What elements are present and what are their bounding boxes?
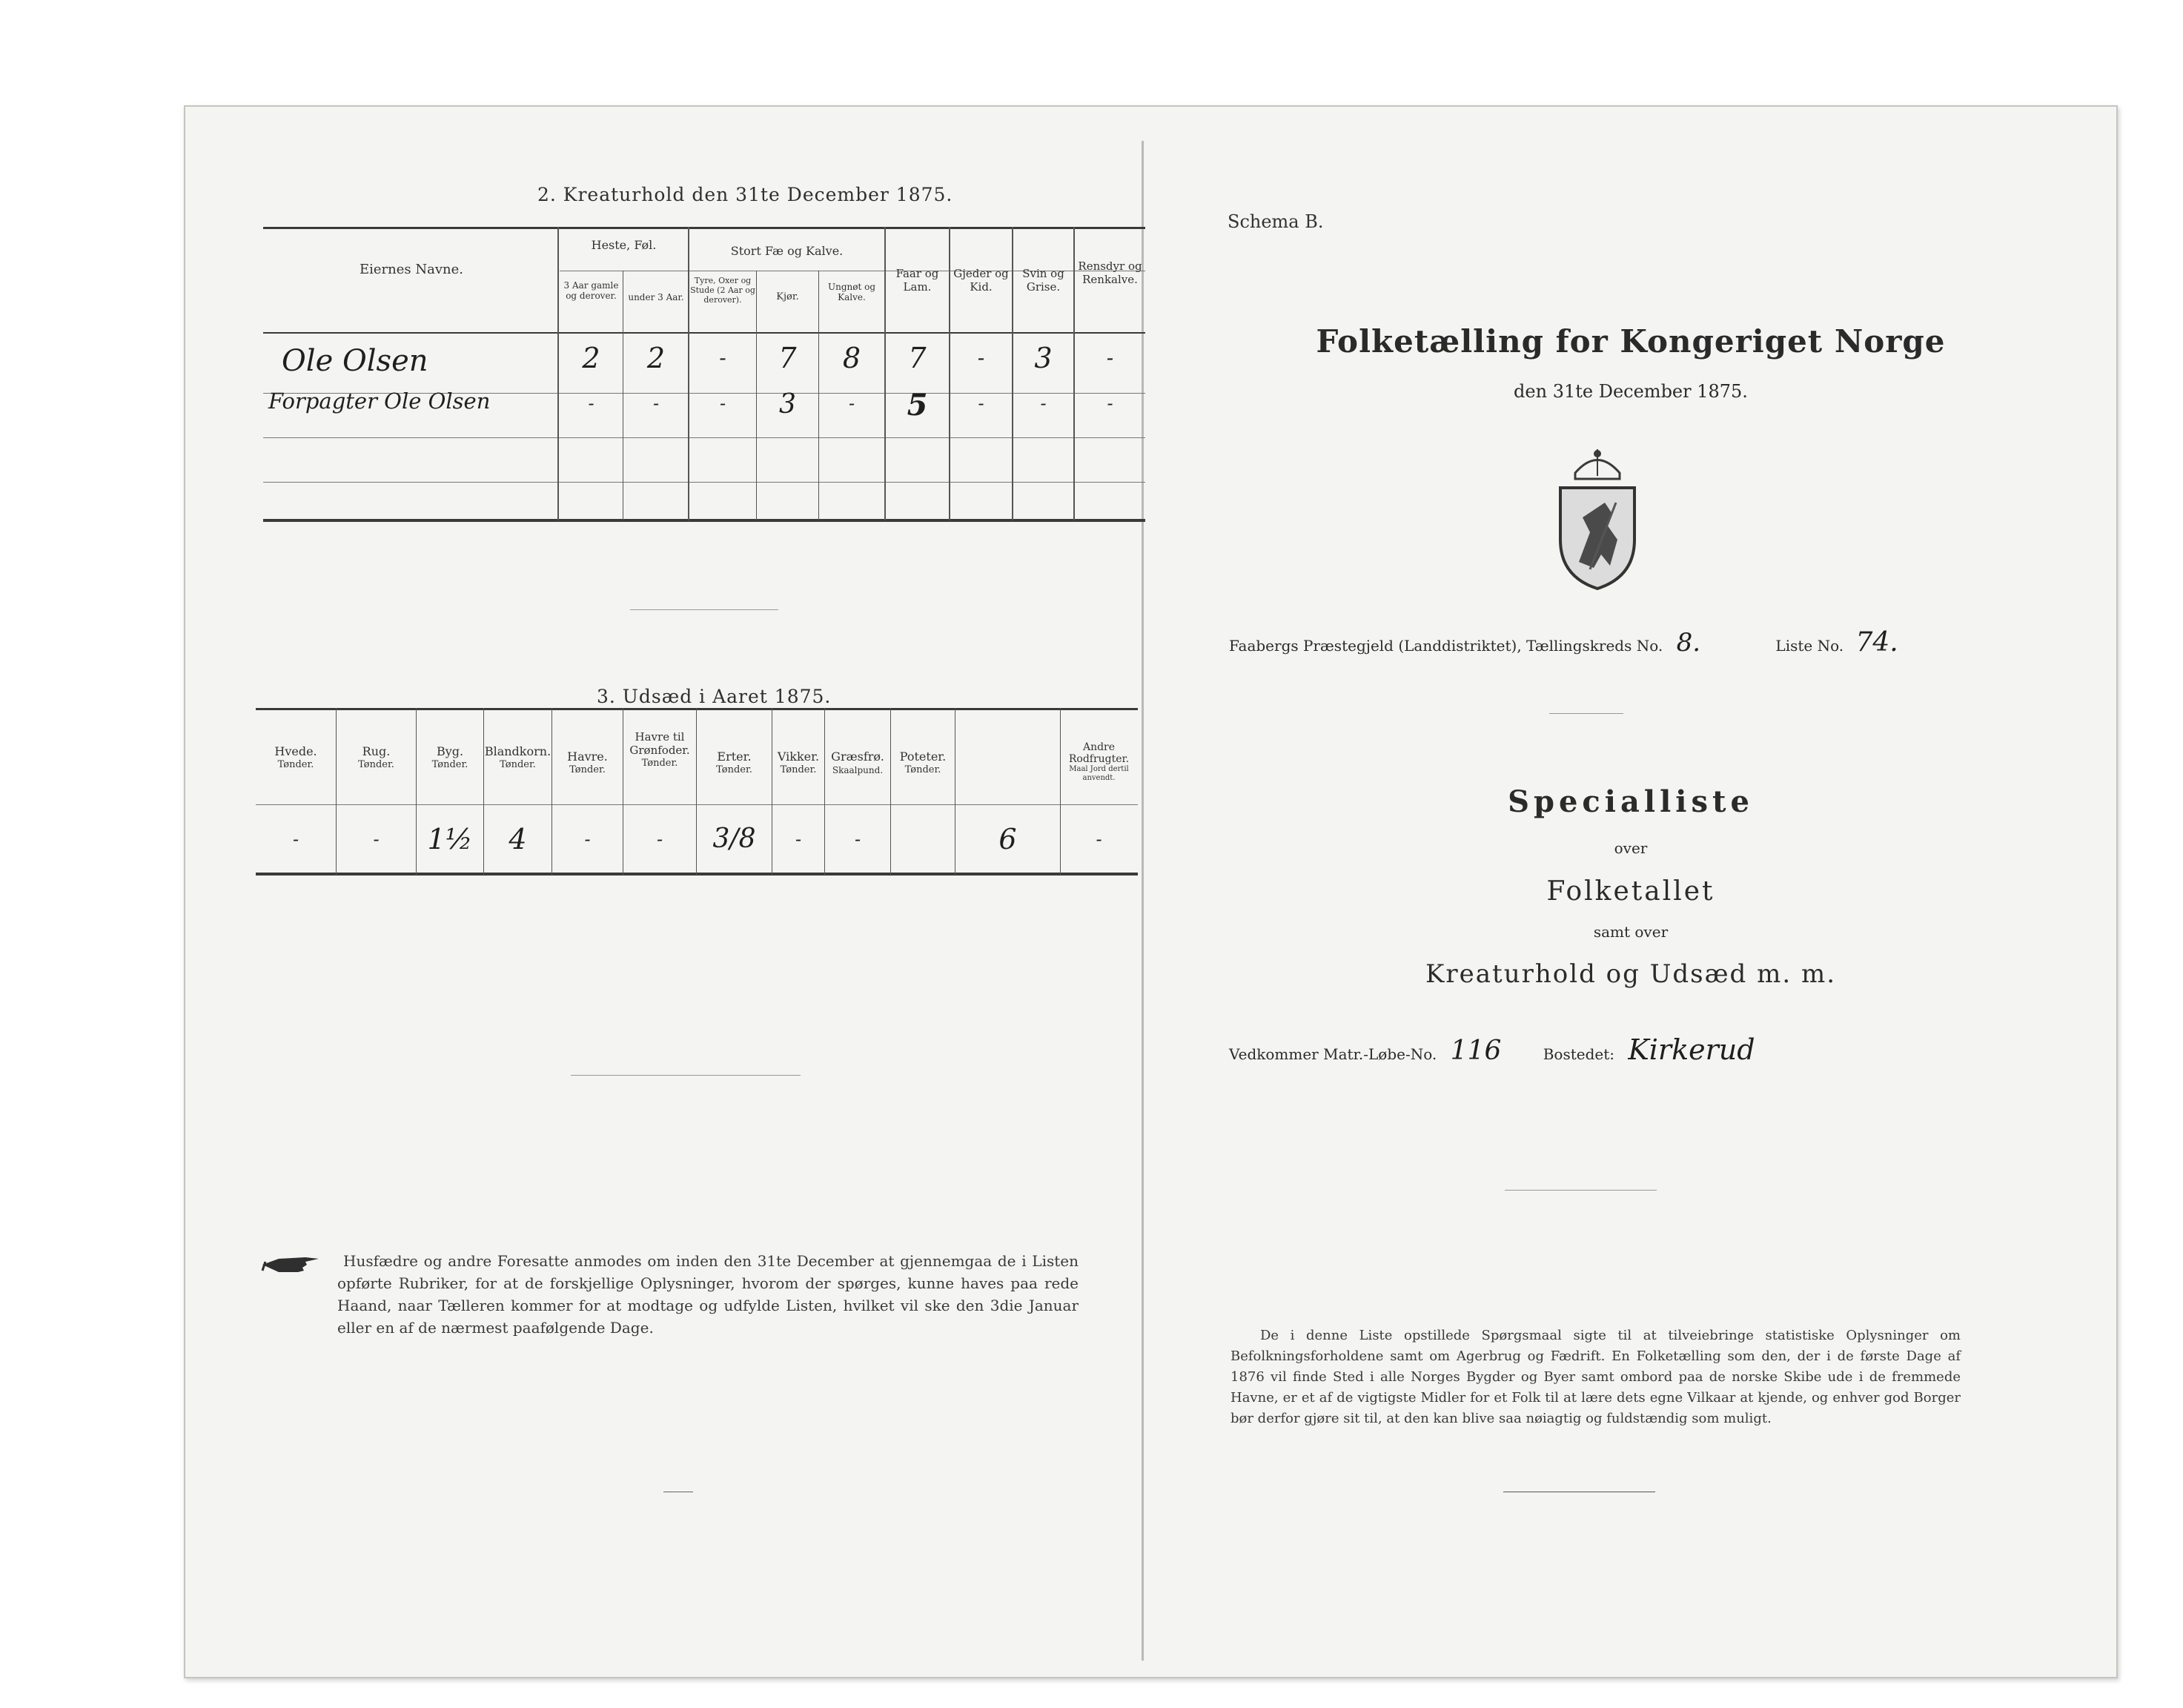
seed-value: 3/8 — [712, 824, 756, 854]
header-rensdyr: Rensdyr og Renkalve. — [1078, 259, 1142, 286]
header-stort: Stort Fæ og Kalve. — [730, 244, 844, 258]
value: - — [978, 393, 984, 414]
pointing-hand-icon — [261, 1251, 320, 1281]
value: 7 — [778, 342, 797, 374]
header-heste-a: 3 Aar gamle og derover. — [563, 280, 619, 301]
value: 5 — [907, 388, 928, 423]
value: - — [1106, 345, 1114, 370]
value: - — [719, 345, 726, 370]
census-title: Folketælling for Kongeriget Norge — [1316, 323, 1946, 360]
seed-value: 4 — [509, 823, 527, 855]
header-stort-a: Tyre, Oxer og Stude (2 Aar og derover). — [690, 276, 755, 305]
seed-header: Havre. Tønder. — [567, 749, 608, 775]
header-heste-b: under 3 Aar. — [628, 292, 684, 302]
value: 7 — [908, 342, 927, 374]
seed-header: Vikker. Tønder. — [777, 749, 820, 775]
value: - — [1107, 393, 1113, 414]
header-gjeder: Gjeder og Kid. — [953, 267, 1009, 294]
seed-value: - — [373, 829, 380, 850]
seed-value: - — [1096, 829, 1102, 850]
folketallet-heading: Folketallet — [1546, 876, 1715, 907]
value: - — [1040, 393, 1047, 414]
seed-header: Poteter. Tønder. — [899, 749, 947, 775]
value: 8 — [842, 342, 861, 374]
schema-label: Schema B. — [1228, 211, 1324, 232]
value: 2 — [646, 342, 666, 374]
seed-header: Andre Rodfrugter. Maal Jord dertil anvendt. — [1068, 741, 1130, 782]
value: - — [848, 393, 855, 414]
value: - — [719, 393, 726, 414]
census-date: den 31te December 1875. — [1514, 381, 1748, 402]
seed-value: - — [584, 829, 591, 850]
kreaturhold-heading: Kreaturhold og Udsæd m. m. — [1425, 959, 1836, 989]
value: 3 — [1034, 342, 1053, 374]
seed-value: - — [854, 829, 861, 850]
samt-over-text: samt over — [1593, 923, 1669, 941]
header-names: Eiernes Navne. — [360, 262, 463, 277]
right-notice: De i denne Liste opstillede Spørgsmaal sigte til at tilveiebringe statistiske Oplysninger om Befolkningsforholdene samt om Agerbrug og Fædrift. En Folketælling som den, der i de første Dage af 1876 vil finde Sted i alle Norges Bygder og Byer samt ombord paa de norske Skibe ude i de fremmede Havne, er et af de vigtigste Midler for et Folk til at lære dets egne Vilkaar at kjende, og enhver god Borger bør derfor gjøre sit til, at den kan blive saa nøiagtig og fuldstændig som muligt. — [1230, 1328, 1961, 1426]
header-faar: Faar og Lam. — [895, 267, 939, 294]
section3-title: 3. Udsæd i Aaret 1875. — [597, 686, 832, 707]
left-notice: Husfædre og andre Foresatte anmodes om inden den 31te December at gjennemgaa de i Listen opførte Rubriker, for at de forskjellige Oplysninger, hvorom der spørges, kunne haves paa rede Haand, naar Tælleren kommer for at modtage og udfylde Listen, hvilket vil ske den 3die Januar eller en af de nærmest paafølgende Dage. — [337, 1252, 1079, 1337]
seed-header: Græsfrø. Skaalpund. — [831, 749, 884, 775]
seed-value: 6 — [998, 823, 1017, 855]
value: - — [977, 345, 985, 370]
header-stort-b: Kjør. — [776, 291, 799, 302]
value: - — [588, 393, 594, 414]
seed-value: 1½ — [427, 823, 473, 855]
seed-value: - — [292, 829, 299, 850]
owner-name: Forpagter Ole Olsen — [268, 388, 491, 414]
header-svin: Svin og Grise. — [1022, 267, 1064, 294]
owner-name: Ole Olsen — [282, 344, 428, 378]
section2-title: 2. Kreaturhold den 31te December 1875. — [537, 184, 953, 205]
property-line: Vedkommer Matr.-Løbe-No. 116 Bostedet: Kirkerud — [1229, 1033, 1755, 1066]
district-line: Faabergs Præstegjeld (Landdistriktet), Tællingskreds No. 8. Liste No. 74. — [1229, 627, 1898, 658]
over-text: over — [1614, 839, 1648, 857]
specialliste-heading: Specialliste — [1508, 784, 1754, 819]
header-heste: Heste, Føl. — [591, 238, 657, 252]
seed-header: Hvede. Tønder. — [274, 744, 317, 770]
value: 3 — [779, 389, 796, 420]
header-stort-c: Ungnøt og Kalve. — [827, 282, 876, 302]
seed-header: Erter. Tønder. — [716, 749, 752, 775]
seed-header: Havre til Grønfoder. Tønder. — [629, 730, 690, 769]
seed-header: Blandkorn. Tønder. — [484, 744, 551, 770]
seed-value: - — [656, 829, 663, 850]
seed-header: Byg. Tønder. — [431, 744, 468, 770]
coat-of-arms-emblem — [1549, 443, 1646, 595]
seed-header: Rug. Tønder. — [358, 744, 394, 770]
value: 2 — [582, 342, 600, 374]
value: - — [652, 393, 660, 414]
seed-value: - — [795, 829, 802, 850]
